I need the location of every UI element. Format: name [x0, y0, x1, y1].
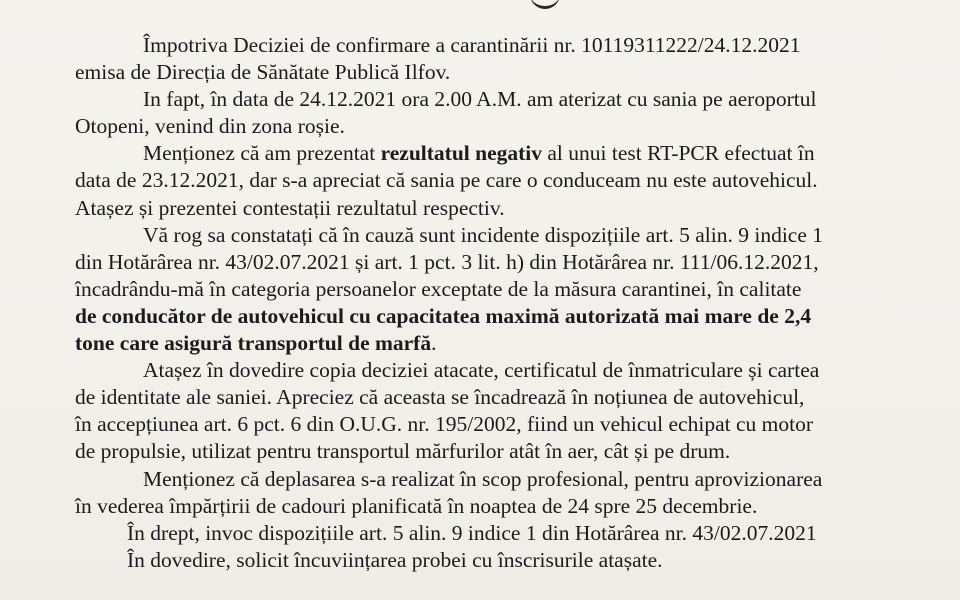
bold-text: tone care asigură transportul de marfă — [75, 331, 432, 356]
text-line: în vederea împărțirii de cadouri planificată în noaptea de 24 spre 25 decembrie. — [75, 493, 758, 518]
text-line: În dovedire, solicit încuviințarea probei cu înscrisurile atașate. — [127, 547, 663, 572]
document-body — [75, 32, 925, 574]
text-line: Atașez în dovedire copia deciziei atacate, certificatul de înmatriculare și cartea — [143, 358, 820, 383]
text-line: de propulsie, utilizat pentru transportul mărfurilor atât în aer, cât și pe drum. — [75, 439, 731, 464]
text-line: în accepțiunea art. 6 pct. 6 din O.U.G. nr. 195/2002, fiind un vehicul echipat cu motor — [75, 412, 813, 437]
text-line: de identitate ale saniei. Apreciez că aceasta se încadrează în noțiunea de autovehicul, — [75, 385, 805, 410]
text-line: Otopeni, venind din zona roșie. — [75, 114, 345, 139]
text-line: din Hotărârea nr. 43/02.07.2021 și art. 1 pct. 3 lit. h) din Hotărârea nr. 111/06.12.2021, — [75, 249, 819, 274]
text-line — [75, 303, 925, 330]
text-line: Vă rog sa constatați că în cauză sunt incidente dispozițiile art. 5 alin. 9 indice 1 — [143, 222, 824, 247]
text-line — [75, 140, 925, 167]
text-line: emisa de Direcția de Sănătate Publică Ilfov. — [75, 60, 451, 85]
text-line: Atașez și prezentei contestații rezultatul respectiv. — [75, 195, 505, 220]
text-span: . — [431, 331, 437, 356]
text-line: Împotriva Deciziei de confirmare a carantinării nr. 10119311222/24.12.2021 — [143, 33, 801, 57]
text-line: În drept, invoc dispozițiile art. 5 alin. 9 indice 1 din Hotărârea nr. 43/02.07.2021 — [127, 520, 817, 545]
text-line: încadrându-mă în categoria persoanelor exceptate de la măsura carantinei, în calitate — [75, 276, 802, 301]
text-span: Menționez că am prezentat — [143, 141, 381, 166]
text-line: data de 23.12.2021, dar s-a apreciat că sania pe care o conduceam nu este autovehicul. — [75, 168, 818, 193]
text-line — [75, 330, 925, 357]
handwritten-mark — [530, 0, 560, 9]
bold-text: de conducător de autovehicul cu capacitatea maximă autorizată mai mare de 2,4 — [75, 303, 812, 328]
text-line: Menționez că deplasarea s-a realizat în scop profesional, pentru aprovizionarea — [143, 466, 823, 491]
text-line: In fapt, în data de 24.12.2021 ora 2.00 A.M. am aterizat cu sania pe aeroportul — [143, 87, 817, 112]
text-span: al unui test RT-PCR efectuat în — [542, 141, 815, 166]
bold-text: rezultatul negativ — [380, 141, 543, 166]
